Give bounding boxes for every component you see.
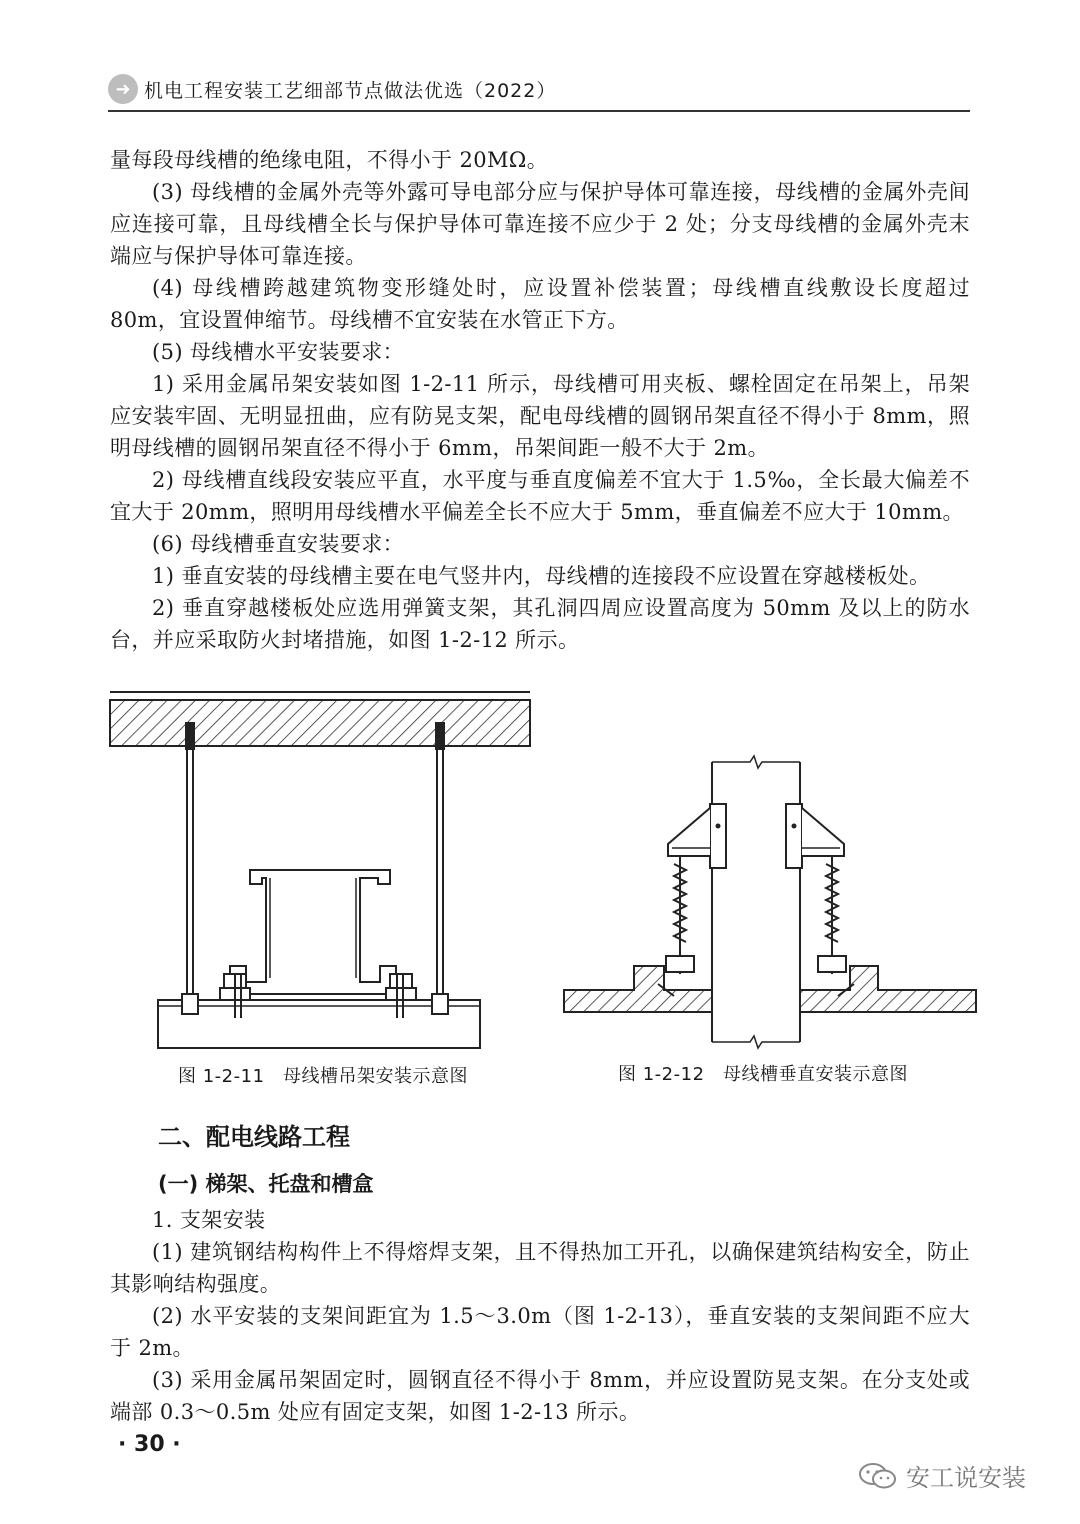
wechat-icon bbox=[858, 1461, 898, 1491]
header-title: 机电工程安装工艺细部节点做法优选（2022） bbox=[144, 79, 557, 102]
nut-right bbox=[432, 994, 448, 1014]
paragraph: (4) 母线槽跨越建筑物变形缝处时，应设置补偿装置；母线槽直线敷设长度超过 80m，宜设置伸缩节。母线槽不宜安装在水管正下方。 bbox=[110, 276, 970, 332]
bracket-arm-left bbox=[668, 808, 710, 856]
nut-left bbox=[182, 994, 198, 1014]
figure-busway-hanger bbox=[100, 682, 540, 1062]
anchor-right bbox=[435, 722, 445, 750]
paragraph: 2) 垂直穿越楼板处应选用弹簧支架，其孔洞四周应设置高度为 50mm 及以上的防水台，并应采取防火封堵措施，如图 1-2-12 所示。 bbox=[110, 596, 970, 652]
figure-caption: 图 1-2-11 母线槽吊架安装示意图 bbox=[178, 1066, 469, 1087]
top-text-block bbox=[110, 144, 970, 656]
ceiling-slab bbox=[110, 700, 530, 746]
paragraph: (2) 水平安装的支架间距宜为 1.5～3.0m（图 1-2-13），垂直安装的支架间距不应大于 2m。 bbox=[110, 1304, 970, 1360]
section-title: 二、配电线路工程 bbox=[158, 1123, 350, 1151]
arrow-icon: ➜ bbox=[108, 74, 138, 104]
paragraph: (6) 母线槽垂直安装要求： bbox=[152, 532, 405, 556]
busway-profile bbox=[230, 870, 396, 994]
anchor-left bbox=[185, 722, 195, 750]
subsection-title: (一) 梯架、托盘和槽盒 bbox=[158, 1172, 374, 1196]
paragraph: (5) 母线槽水平安装要求： bbox=[152, 340, 405, 364]
clamp-right bbox=[390, 974, 412, 988]
paragraph: (1) 建筑钢结构构件上不得熔焊支架，且不得热加工开孔，以确保建筑结构安全，防止其影响结构强度。 bbox=[110, 1240, 970, 1296]
paragraph: 2) 母线槽直线段安装应平直，水平度与垂直度偏差不宜大于 1.5‰，全长最大偏差不宜大于 20mm，照明用母线槽水平偏差全长不应大于 5mm，垂直偏差不应大于 10mm。 bbox=[110, 468, 970, 524]
paragraph: 1) 采用金属吊架安装如图 1-2-11 所示，母线槽可用夹板、螺栓固定在吊架上，吊架应安装牢固、无明显扭曲，应有防晃支架，配电母线槽的圆钢吊架直径不得小于 8mm，照明母线槽的圆钢吊架直径不得小于 6mm，吊架间距一般不大于 2m。 bbox=[110, 372, 970, 460]
paragraph: 1. 支架安装 bbox=[152, 1208, 266, 1232]
paragraph: 量每段母线槽的绝缘电阻，不得小于 20MΩ。 bbox=[110, 148, 549, 172]
watermark-text: 安工说安装 bbox=[906, 1464, 1026, 1492]
bracket-plate-left bbox=[710, 804, 726, 868]
header-rule bbox=[108, 110, 970, 112]
watermark bbox=[858, 1458, 1026, 1493]
page-number: · 30 · bbox=[118, 1432, 181, 1457]
bottom-text-block bbox=[110, 1204, 970, 1428]
paragraph: (3) 母线槽的金属外壳等外露可导电部分应与保护导体可靠连接，母线槽的金属外壳间应连接可靠，且母线槽全长与保护导体可靠连接不应少于 2 处；分支母线槽的金属外壳末端应与保护导体可靠连接。 bbox=[110, 180, 970, 268]
figure-caption: 图 1-2-12 母线槽垂直安装示意图 bbox=[618, 1064, 909, 1085]
running-header bbox=[108, 72, 978, 106]
bracket-arm-right bbox=[802, 808, 844, 856]
bracket-plate-right bbox=[786, 804, 802, 868]
figure-busway-vertical bbox=[560, 752, 980, 1052]
paragraph: 1) 垂直安装的母线槽主要在电气竖井内，母线槽的连接段不应设置在穿越楼板处。 bbox=[152, 564, 931, 588]
paragraph: (3) 采用金属吊架固定时，圆钢直径不得小于 8mm，并应设置防晃支架。在分支处或端部 0.3～0.5m 处应有固定支架，如图 1-2-13 所示。 bbox=[110, 1368, 970, 1424]
